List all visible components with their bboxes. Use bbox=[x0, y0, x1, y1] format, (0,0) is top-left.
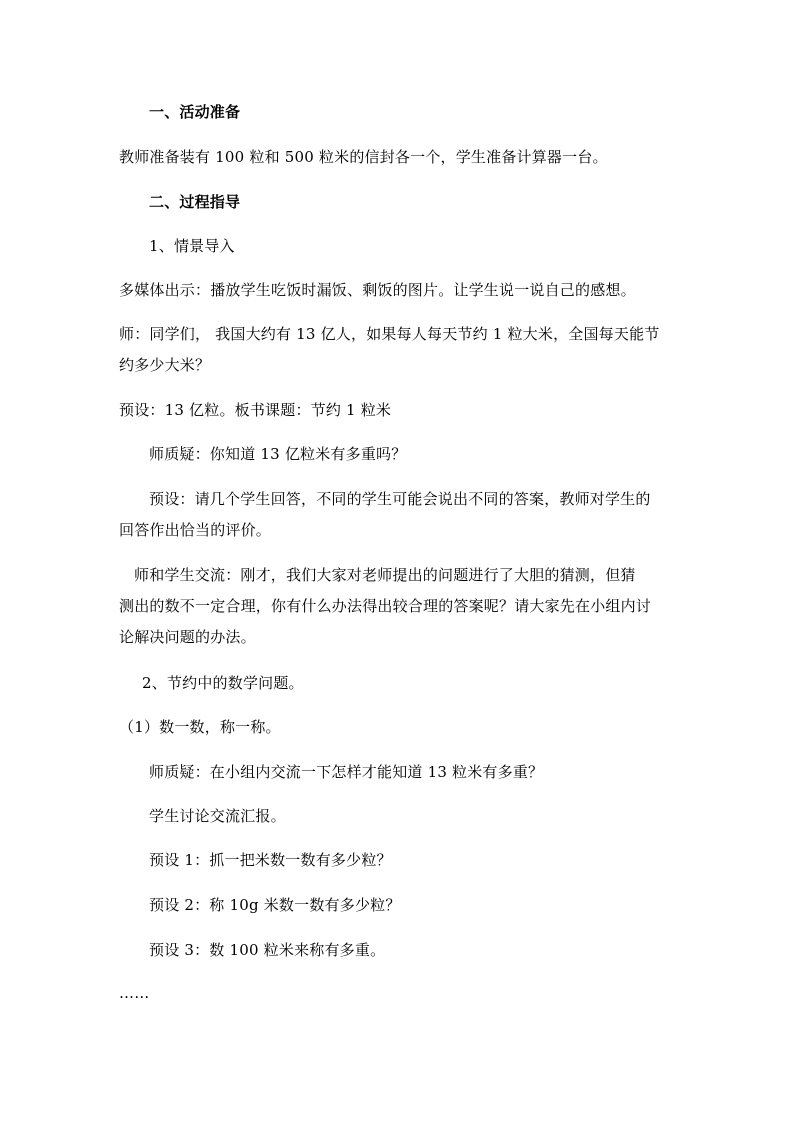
paragraph-exchange-line2: 测出的数不一定合理，你有什么办法得出较合理的答案呢？请大家先在小组内讨 bbox=[119, 597, 652, 615]
paragraph-preset-answer-line1: 预设：请几个学生回答，不同的学生可能会说出不同的答案，教师对学生的 bbox=[149, 490, 651, 508]
paragraph-teacher-question-line2: 约多少大米？ bbox=[119, 356, 211, 374]
paragraph-teacher-doubt: 师质疑：你知道 13 亿粒米有多重吗？ bbox=[149, 445, 407, 463]
paragraph-exchange-line3: 论解决问题的办法。 bbox=[119, 628, 256, 646]
section-heading-process: 二、过程指导 bbox=[149, 193, 241, 211]
list-item-count-weigh: （1）数一数，称一称。 bbox=[119, 718, 281, 736]
paragraph-multimedia: 多媒体出示：播放学生吃饭时漏饭、剩饭的图片。让学生说一说自己的感想。 bbox=[119, 281, 636, 299]
paragraph-preset-answer-line2: 回答作出恰当的评价。 bbox=[119, 521, 272, 539]
subheading-scenario-intro: 1、情景导入 bbox=[149, 237, 235, 255]
paragraph-preset3: 预设 3：数 100 粒米来称有多重。 bbox=[149, 941, 386, 959]
paragraph-teacher-question-line1: 师：同学们， 我国大约有 13 亿人，如果每人每天节约 1 粒大米，全国每天能节 bbox=[119, 325, 660, 343]
subheading-saving-math: 2、节约中的数学问题。 bbox=[142, 674, 304, 692]
ellipsis: …… bbox=[119, 984, 150, 1002]
paragraph-student-report: 学生讨论交流汇报。 bbox=[149, 807, 286, 825]
paragraph-preset2: 预设 2：称 10g 米数一数有多少粒？ bbox=[149, 896, 401, 914]
section-heading-preparation: 一、活动准备 bbox=[149, 103, 241, 121]
paragraph-teacher-doubt2: 师质疑：在小组内交流一下怎样才能知道 13 粒米有多重？ bbox=[149, 763, 544, 781]
paragraph-teacher-preparation: 教师准备装有 100 粒和 500 粒米的信封各一个，学生准备计算器一台。 bbox=[119, 148, 608, 166]
paragraph-preset1: 预设 1：抓一把米数一数有多少粒？ bbox=[149, 851, 392, 869]
paragraph-exchange-line1: 师和学生交流：刚才，我们大家对老师提出的问题进行了大胆的猜测，但猜 bbox=[134, 566, 636, 584]
paragraph-preset-title: 预设：13 亿粒。板书课题：节约 1 粒米 bbox=[119, 401, 392, 419]
